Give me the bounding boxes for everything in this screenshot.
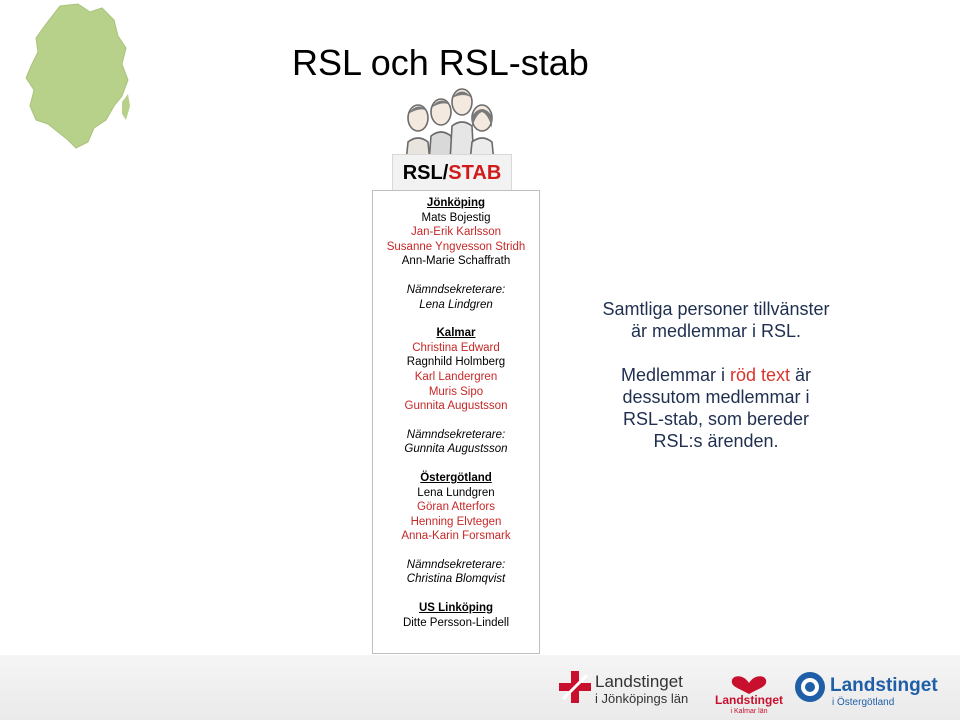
member-name: Ragnhild Holmberg (406, 356, 506, 369)
member-name-stab: Jan-Erik Karlsson (410, 226, 502, 239)
member-name: Lena Lundgren (417, 486, 495, 499)
badge-rsl-text: RSL/ (402, 162, 449, 184)
jonkoping-cross-icon (555, 663, 705, 713)
member-name: Ditte Persson-Lindell (402, 616, 510, 629)
rsl-stab-badge (392, 154, 512, 192)
section-title-us-linkoping: US Linköping (418, 602, 494, 615)
badge-stab-text: STAB (448, 162, 502, 184)
member-name: Mats Bojestig (421, 211, 491, 224)
section-title-kalmar: Kalmar (436, 327, 476, 340)
logo-landstinget-ostergotland (792, 663, 958, 715)
member-name-stab: Muris Sipo (428, 385, 484, 398)
logo-kalmar-name: Landstinget (715, 693, 783, 707)
region-map-image (18, 2, 138, 152)
ostergotland-emblem-icon (795, 672, 825, 702)
logo-ostergotland-name: Landstinget (830, 675, 938, 696)
members-panel (372, 190, 540, 654)
member-name-stab: Karl Landergren (414, 370, 498, 383)
logo-landstinget-kalmar (710, 663, 788, 715)
info-text-block (600, 298, 832, 474)
member-name-stab: Christina Edward (412, 341, 500, 354)
logo-jonkoping-name: Landstinget (595, 672, 683, 691)
member-name-stab: Susanne Yngvesson Stridh (386, 240, 526, 253)
member-name-stab: Anna-Karin Forsmark (401, 530, 511, 543)
slide-title: RSL och RSL-stab (292, 42, 589, 83)
secretary-name: Gunnita Augustsson (404, 443, 508, 456)
info-text: Medlemmar i (620, 365, 730, 385)
info-paragraph-1: Samtliga personer tillvänster är medlemmar i RSL. (602, 299, 830, 341)
logo-ostergotland-sub: i Östergötland (832, 697, 895, 708)
section-title-jonkoping: Jönköping (426, 197, 486, 209)
logo-kalmar-sub: i Kalmar län (730, 708, 768, 715)
logo-landstinget-jonkoping (555, 663, 705, 713)
kalmar-heart-icon (732, 676, 766, 694)
people-group-illustration (396, 88, 500, 162)
info-paragraph-2 (600, 364, 832, 452)
secretary-label: Nämndsekreterare: (406, 558, 506, 571)
member-name-stab: Göran Atterfors (417, 501, 495, 514)
secretary-label: Nämndsekreterare: (406, 428, 506, 441)
secretary-name: Lena Lindgren (419, 298, 493, 311)
member-name-stab: Gunnita Augustsson (404, 400, 508, 413)
section-title-ostergotland: Östergötland (420, 471, 492, 484)
member-name-stab: Henning Elvtegen (410, 515, 502, 528)
info-red-text: röd text (729, 365, 791, 385)
member-name: Ann-Marie Schaffrath (401, 255, 511, 268)
logo-jonkoping-sub: i Jönköpings län (595, 691, 689, 706)
info-text: är dessutom medlemmar i RSL-stab, som bereder RSL:s ärenden. (622, 365, 812, 451)
secretary-name: Christina Blomqvist (406, 573, 506, 586)
secretary-label: Nämndsekreterare: (406, 283, 506, 296)
